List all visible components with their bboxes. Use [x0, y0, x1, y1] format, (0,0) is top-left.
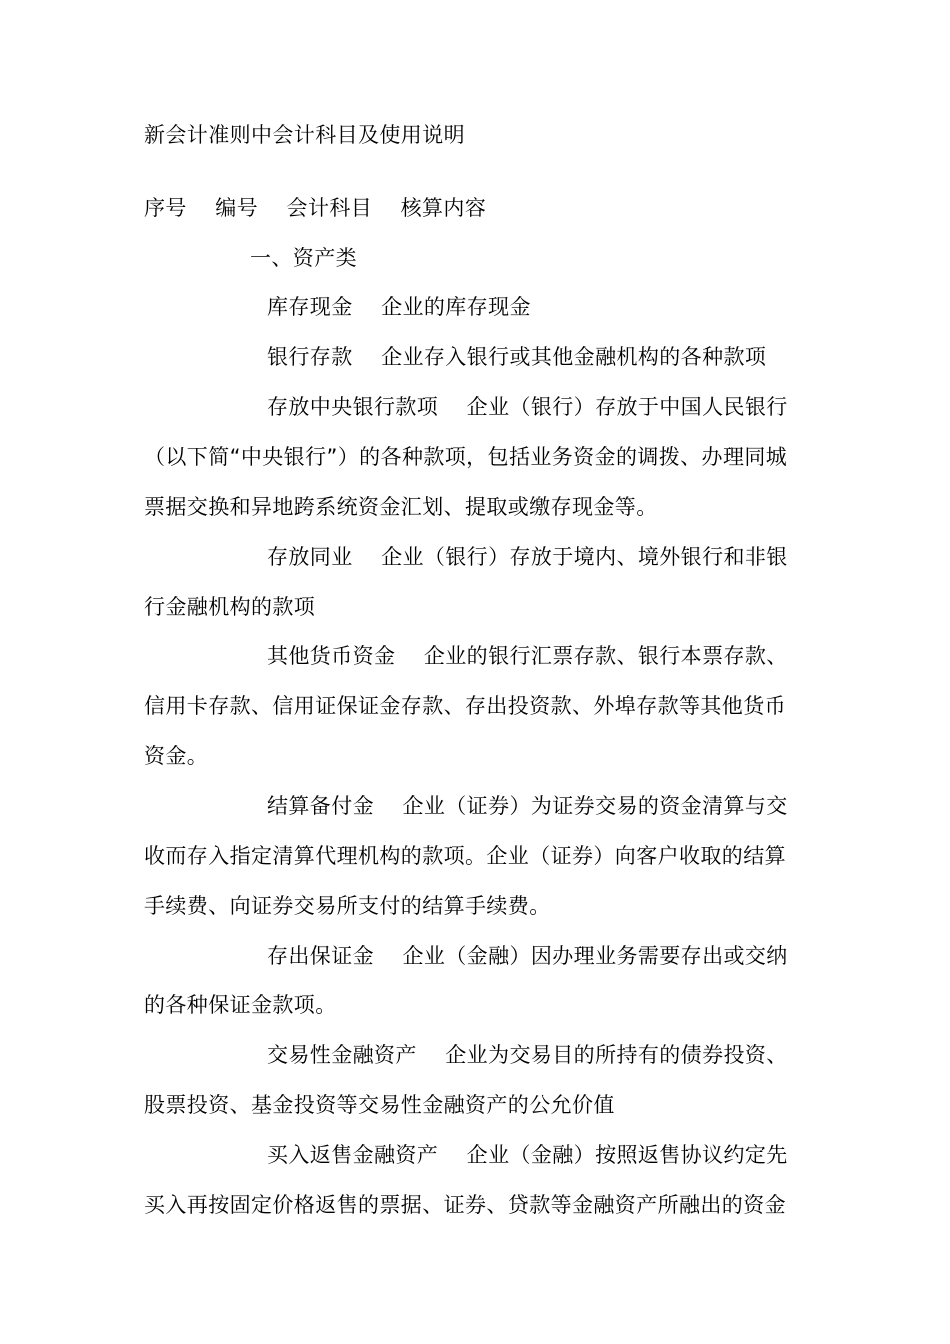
continuation-line: 票据交换和异地跨系统资金汇划、提取或缴存现金等。	[144, 495, 658, 519]
continuation-line: 股票投资、基金投资等交易性金融资产的公允价值	[144, 1093, 615, 1117]
entry-line: 库存现金 企业的库存现金	[267, 295, 531, 319]
section-heading: 一、资产类	[250, 246, 357, 270]
continuation-line: （以下简“中央银行”）的各种款项，包括业务资金的调拨、办理同城	[144, 445, 788, 469]
entry-line: 其他货币资金 企业的银行汇票存款、银行本票存款、	[267, 644, 788, 668]
entry-line: 存出保证金 企业（金融）因办理业务需要存出或交纳	[267, 944, 788, 968]
continuation-line: 买入再按固定价格返售的票据、证券、贷款等金融资产所融出的资金	[144, 1193, 786, 1217]
continuation-line: 信用卡存款、信用证保证金存款、存出投资款、外埠存款等其他货币	[144, 694, 786, 718]
continuation-line: 的各种保证金款项。	[144, 993, 337, 1017]
continuation-line: 资金。	[144, 744, 209, 768]
entry-line: 买入返售金融资产 企业（金融）按照返售协议约定先	[267, 1143, 788, 1167]
table-header: 序号 编号 会计科目 核算内容	[144, 196, 487, 220]
continuation-line: 行金融机构的款项	[144, 595, 316, 619]
entry-line: 银行存款 企业存入银行或其他金融机构的各种款项	[267, 345, 767, 369]
continuation-line: 收而存入指定清算代理机构的款项。企业（证券）向客户收取的结算	[144, 844, 786, 868]
entry-line: 存放同业 企业（银行）存放于境内、境外银行和非银	[267, 545, 788, 569]
entry-line: 交易性金融资产 企业为交易目的所持有的债券投资、	[267, 1043, 788, 1067]
document-title: 新会计准则中会计科目及使用说明	[144, 123, 465, 147]
entry-line: 结算备付金 企业（证券）为证券交易的资金清算与交	[267, 794, 788, 818]
continuation-line: 手续费、向证券交易所支付的结算手续费。	[144, 894, 551, 918]
entry-line: 存放中央银行款项 企业（银行）存放于中国人民银行	[267, 395, 788, 419]
